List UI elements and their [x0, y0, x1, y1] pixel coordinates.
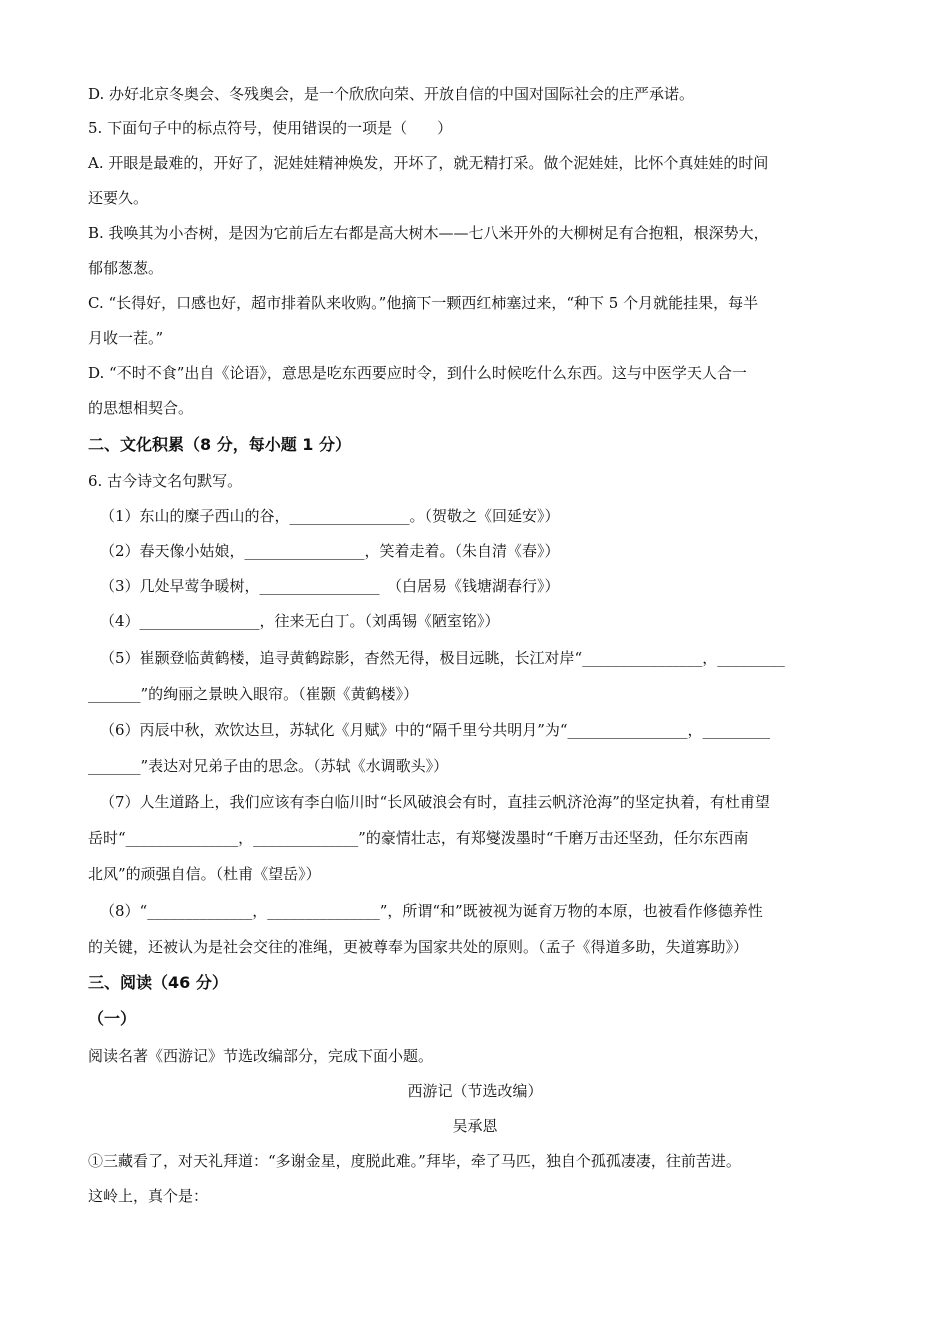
q5-option-b-line2: 郁郁葱葱。: [88, 259, 164, 277]
q6-item-7-line2: 岳时“_______________，______________”的豪情壮志，有郑燮泼墨时“千磨万击还坚劲，任尔东西南: [88, 829, 749, 847]
q6-item-6-line2: _______”表达对兄弟子由的思念。（苏轼《水调歌头》）: [88, 757, 449, 775]
q6-item-1: （1）东山的糜子西山的谷，________________。（贺敬之《回延安》）: [100, 507, 560, 525]
q5-option-a-line1: A. 开眼是最难的，开好了，泥娃娃精神焕发，开坏了，就无精打采。做个泥娃娃，比怀个真娃娃的时间: [88, 154, 769, 172]
passage-paragraph-1-line1: ①三藏看了，对天礼拜道：“多谢金星，度脱此难。”拜毕，牵了马匹，独自个孤孤凄凄，往前苦进。: [88, 1152, 741, 1170]
q5-option-c-line2: 月收一茬。”: [88, 329, 164, 347]
q6-item-8-line2: 的关键，还被认为是社会交往的准绳，更被尊奉为国家共处的原则。（孟子《得道多助，失道寡助》）: [88, 938, 749, 956]
q6-item-7-line3: 北风”的顽强自信。（杜甫《望岳》）: [88, 865, 321, 883]
q6-item-2: （2）春天像小姑娘，________________，笑着走着。（朱自清《春》）: [100, 542, 560, 560]
reading-instruction: 阅读名著《西游记》节选改编部分，完成下面小题。: [88, 1047, 434, 1065]
q5-option-a-line2: 还要久。: [88, 189, 149, 207]
section-2-heading: 二、文化积累（8 分，每小题 1 分）: [88, 435, 351, 454]
q6-item-5-line2: _______”的绚丽之景映入眼帘。（崔颢《黄鹤楼》）: [88, 685, 419, 703]
q5-option-c-line1: C. “长得好，口感也好，超市排着队来收购。”他摘下一颗西红柿塞过来，“种下 5 个月就能挂果，每半: [88, 294, 759, 312]
q5-option-d-line1: D. “不时不食”出自《论语》，意思是吃东西要应时令，到什么时候吃什么东西。这与中医学天人合一: [88, 364, 747, 382]
passage-paragraph-1-line2: 这岭上，真个是：: [88, 1187, 209, 1205]
option-d-q4: D. 办好北京冬奥会、冬残奥会，是一个欣欣向荣、开放自信的中国对国际社会的庄严承诺。: [88, 85, 695, 103]
question-5-stem: 5. 下面句子中的标点符号，使用错误的一项是（ ）: [88, 119, 453, 137]
q6-item-3: （3）几处早莺争暖树，________________ （白居易《钱塘湖春行》）: [100, 577, 560, 595]
passage-title: 西游记（节选改编）: [407, 1082, 543, 1100]
q6-item-6-line1: （6）丙辰中秋，欢饮达旦，苏轼化《月赋》中的“隔千里兮共明月”为“________________，_________: [100, 721, 771, 739]
q6-item-5-line1: （5）崔颢登临黄鹤楼，追寻黄鹤踪影，杳然无得，极目远眺，长江对岸“________________，_________: [100, 649, 785, 667]
question-6-stem: 6. 古今诗文名句默写。: [88, 472, 243, 490]
q6-item-8-line1: （8）“______________，_______________”，所谓“和”既被视为诞育万物的本原，也被看作修德养性: [100, 902, 763, 920]
q5-option-d-line2: 的思想相契合。: [88, 399, 194, 417]
subsection-1-heading: （一）: [88, 1009, 137, 1028]
passage-author: 吴承恩: [452, 1117, 498, 1135]
section-3-heading: 三、阅读（46 分）: [88, 973, 228, 992]
q5-option-b-line1: B. 我唤其为小杏树，是因为它前后左右都是高大树木——七八米开外的大柳树足有合抱粗，根深势大，: [88, 224, 769, 242]
q6-item-7-line1: （7）人生道路上，我们应该有李白临川时“长风破浪会有时，直挂云帆济沧海”的坚定执着，有杜甫望: [100, 793, 770, 811]
q6-item-4: （4）________________，往来无白丁。（刘禹锡《陋室铭》）: [100, 612, 500, 630]
